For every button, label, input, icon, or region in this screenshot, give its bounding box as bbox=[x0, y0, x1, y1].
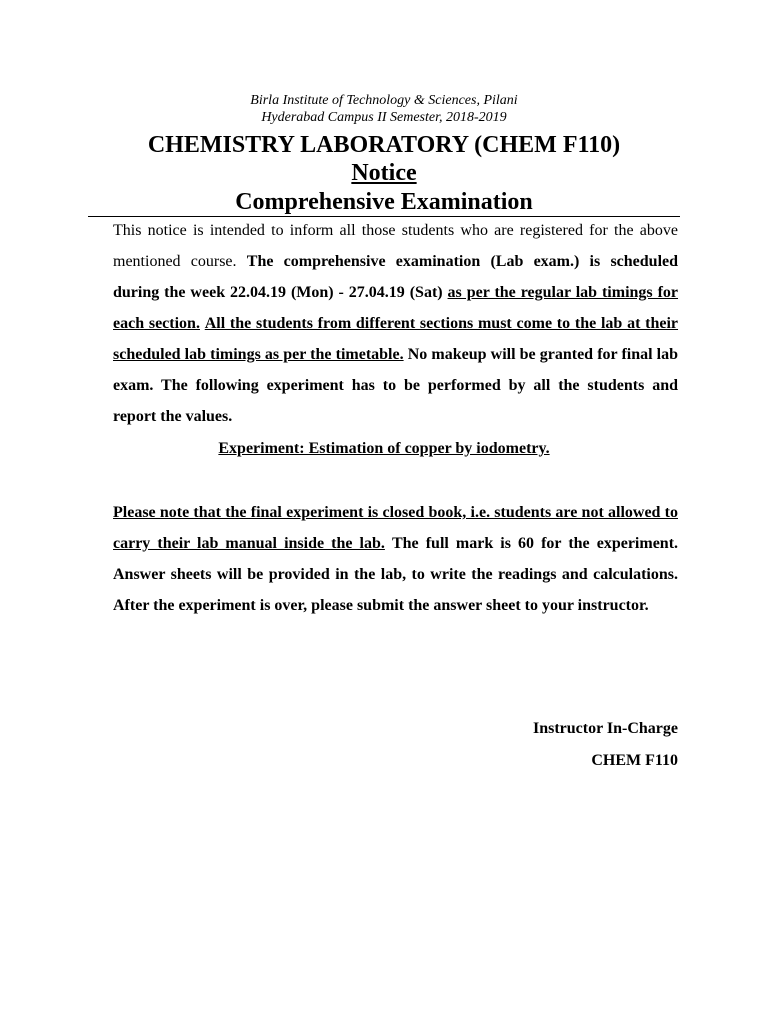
exam-title: Comprehensive Examination bbox=[235, 189, 533, 215]
paragraph-rules bbox=[113, 497, 678, 621]
paragraph-intro bbox=[113, 215, 678, 432]
attendance-note: All the students from different sections must come to the lab at their scheduled lab timings as per the timetable. bbox=[113, 315, 679, 363]
notice-heading: Notice bbox=[351, 160, 417, 186]
course-title: CHEMISTRY LABORATORY (CHEM F110) bbox=[147, 132, 621, 158]
institute-name: Birla Institute of Technology & Sciences, Pilani bbox=[250, 93, 518, 108]
lab-timings-note: as per the regular lab timings for each section. bbox=[113, 284, 679, 332]
experiment-title: Experiment: Estimation of copper by iodometry. bbox=[218, 440, 550, 457]
campus-semester: Hyderabad Campus II Semester, 2018-2019 bbox=[261, 110, 507, 125]
exam-schedule: The comprehensive examination (Lab exam.) is scheduled during the week 22.04.19 (Mon) - 27.04.19 (Sat) bbox=[113, 253, 679, 301]
signature-course: CHEM F110 bbox=[591, 752, 678, 769]
intro-sentence: This notice is intended to inform all those students who are registered for the above mentioned course. bbox=[113, 222, 678, 270]
signature-role: Instructor In-Charge bbox=[532, 720, 678, 737]
closed-book-note: Please note that the final experiment is closed book, i.e. students are not allowed to carry their lab manual inside the lab. bbox=[113, 504, 678, 552]
marks-and-submission: The full mark is 60 for the experiment. Answer sheets will be provided in the lab, to write the readings and calculations. After the experiment is over, please submit the answer sheet to your instructor. bbox=[113, 535, 679, 614]
makeup-note: No makeup will be granted for final lab exam. The following experiment has to be performed by all the students and report the values. bbox=[113, 346, 679, 425]
